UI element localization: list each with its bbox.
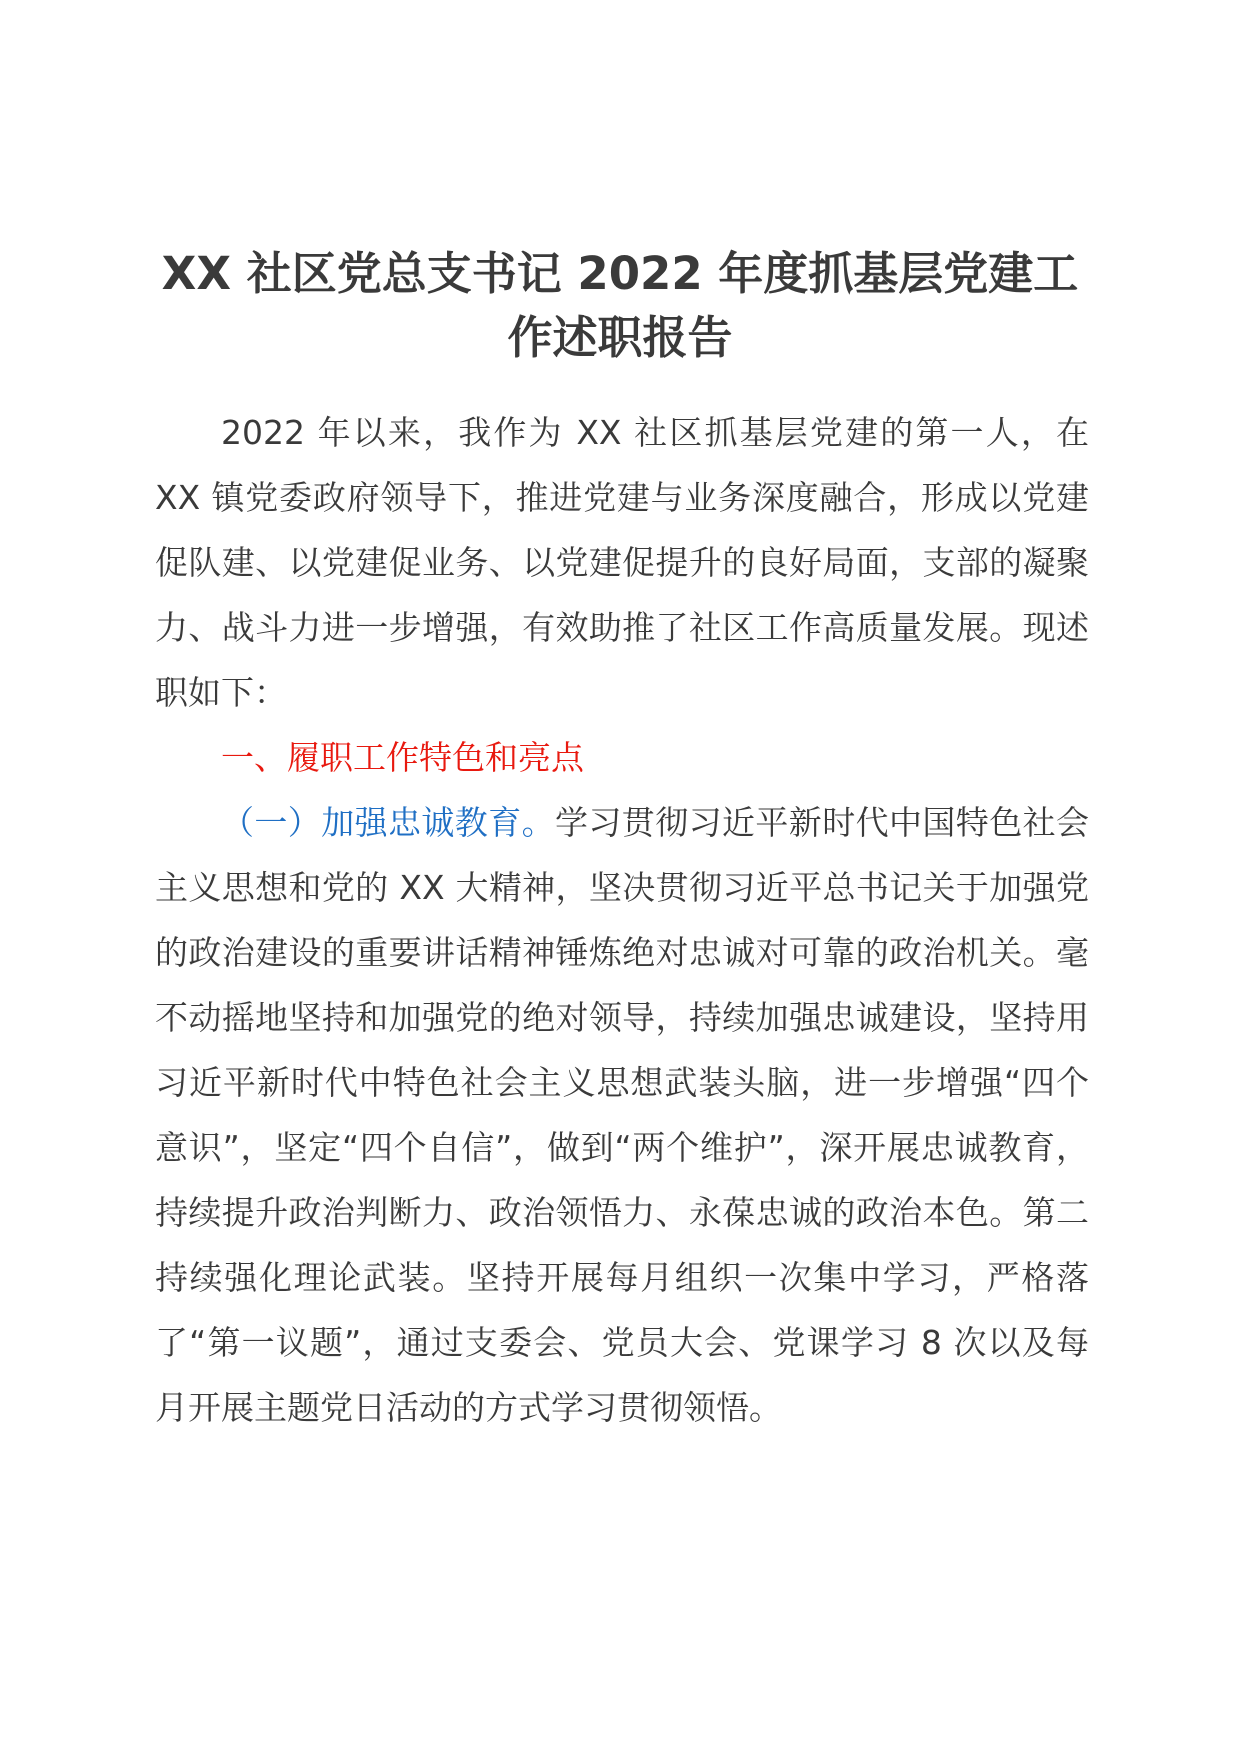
intro-paragraph: 2022 年以来，我作为 XX 社区抓基层党建的第一人，在 XX 镇党委政府领导下，推进党建与业务深度融合，形成以党建促队建、以党建促业务、以党建促提升的良好局面，支部的凝聚力、战斗力进一步增强，有效助推了社区工作高质量发展。现述职如下：	[155, 413, 1089, 712]
subsection-body: 学习贯彻习近平新时代中国特色社会主义思想和党的 XX 大精神，坚决贯彻习近平总书记关于加强党的政治建设的重要讲话精神锤炼绝对忠诚对可靠的政治机关。毫不动摇地坚持和加强党的绝对领导，持续加强忠诚建设，坚持用习近平新时代中特色社会主义思想武装头脑，进一步增强“四个意识”，坚定“四个自信”，做到“两个维护”，深开展忠诚教育，持续提升政治判断力、政治领悟力、永葆忠诚的政治本色。第二持续强化理论武装。坚持开展每月组织一次集中学习，严格落了“第一议题”，通过支委会、党员大会、党课学习 8 次以及每月开展主题党日活动的方式学习贯彻领悟。	[155, 803, 1090, 1427]
section-heading: 一、履职工作特色和亮点	[221, 738, 584, 777]
document-body	[155, 400, 1089, 1440]
subsection-paragraph	[155, 790, 1089, 1440]
document-title: XX 社区党总支书记 2022 年度抓基层党建工作述职报告	[161, 247, 1079, 364]
subsection-heading: （一）加强忠诚教育。	[221, 803, 555, 842]
